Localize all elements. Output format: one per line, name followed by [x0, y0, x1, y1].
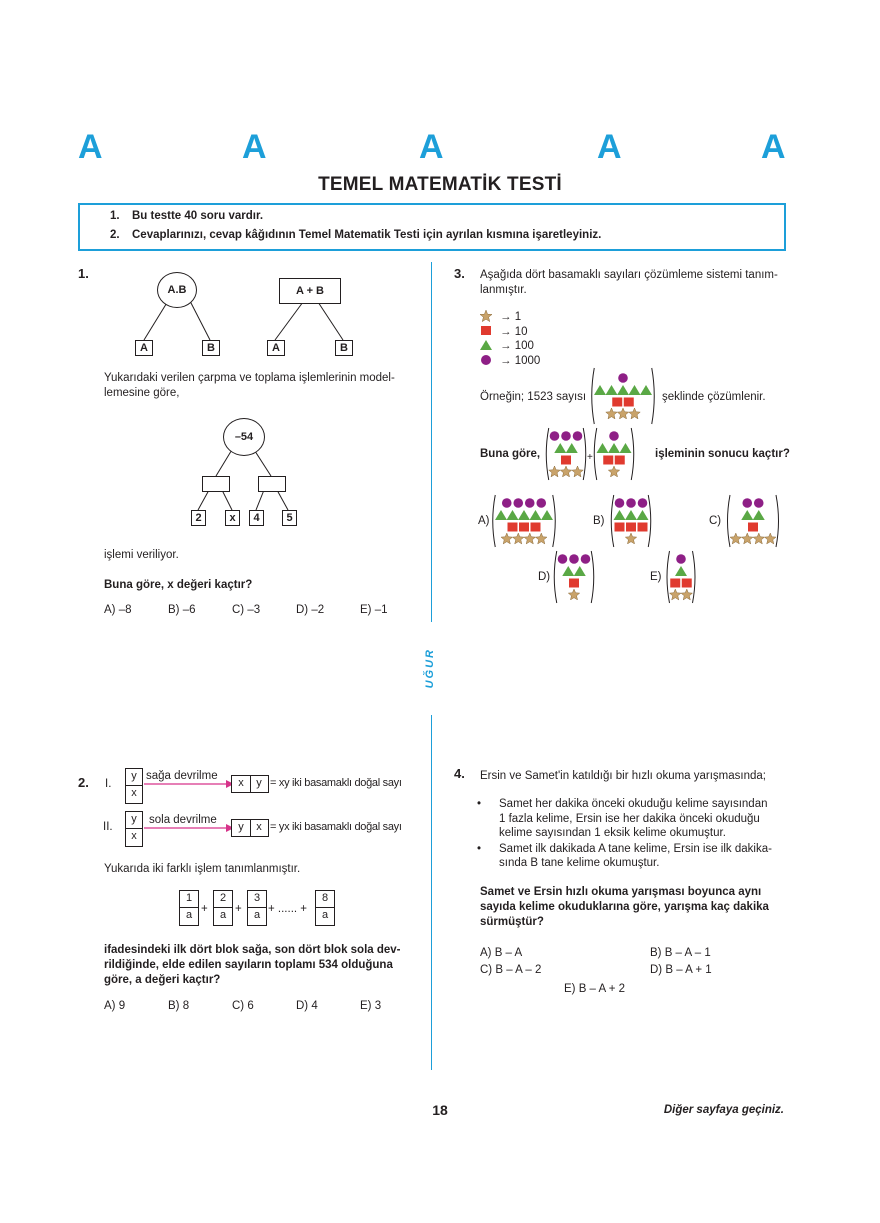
circle-icon — [513, 498, 523, 508]
triangle-icon — [495, 510, 507, 520]
q4-bullets — [474, 797, 794, 872]
q2-dots: + ...... + — [268, 903, 307, 915]
page-title: TEMEL MATEMATİK TESTİ — [318, 174, 562, 195]
square-icon — [626, 523, 636, 532]
right-bracket — [631, 428, 634, 480]
q2-row2-arrow-icon — [144, 822, 244, 834]
star-icon — [742, 533, 754, 544]
q1-number: 1. — [78, 266, 89, 281]
q2-row2-arrow-label: sola devrilme — [149, 814, 217, 826]
q2-option-d[interactable]: D) 4 — [296, 1000, 318, 1012]
q4-number: 4. — [454, 766, 465, 781]
q1-tree3-leaf-1: 2 — [191, 510, 206, 526]
q4-bullet-1-line-3: kelime sayısından 1 eksik kelime okumuştur. — [499, 827, 726, 839]
left-bracket — [546, 428, 549, 480]
q4-bullet-2 — [474, 842, 794, 871]
square-icon — [682, 579, 692, 588]
circle-icon — [638, 498, 648, 508]
circle-icon — [626, 498, 636, 508]
q3-number: 3. — [454, 266, 465, 281]
q2-sum-block-2 — [213, 890, 233, 926]
side-label: UĞUR — [424, 648, 436, 689]
star-icon — [730, 533, 742, 544]
q2-row1-roman: I. — [105, 778, 112, 790]
header-letter-a-3: A — [419, 128, 444, 166]
q3-example-pre: Örneğin; 1523 sayısı — [480, 391, 587, 403]
q2-row2-roman: II. — [103, 821, 113, 833]
square-icon — [748, 523, 758, 532]
square-icon — [612, 398, 622, 407]
q3-legend-1: → 1 — [500, 311, 522, 323]
right-bracket — [648, 495, 651, 547]
q1-option-c[interactable]: C) –3 — [232, 604, 261, 616]
q1-tree3-leaf-4: 5 — [282, 510, 297, 526]
q2-row2-result-2: x — [256, 821, 262, 833]
star-icon — [568, 589, 579, 600]
q2-plus-1: + — [201, 903, 208, 915]
triangle-icon — [753, 510, 765, 520]
square-icon — [561, 456, 571, 465]
triangle-icon — [741, 510, 753, 520]
q1-tree3-leaf-3: 4 — [249, 510, 264, 526]
right-bracket — [776, 495, 779, 547]
q3-option-b-label[interactable]: B) — [593, 515, 605, 527]
q3-option-c-label[interactable]: C) — [709, 515, 722, 527]
q2-row1-desc: = xy iki basamaklı doğal sayı — [270, 777, 402, 789]
q2-row1-block-top: y — [126, 769, 142, 786]
q1-tree2-right: B — [335, 340, 353, 356]
q2-sum-block-3-top: 3 — [248, 891, 266, 908]
circle-icon — [561, 431, 571, 441]
q2-sum-block-2-bottom: a — [219, 909, 227, 921]
q3-question-post: işleminin sonucu kaçtır? — [655, 448, 790, 460]
q2-question-2: rildiğinde, elde edilen sayıların toplamı 534 olduğuna — [104, 959, 393, 971]
q1-text-1: Yukarıdaki verilen çarpma ve toplama işlemlerinin model- — [104, 372, 395, 384]
next-page-note: Diğer sayfaya geçiniz. — [663, 1104, 784, 1116]
square-icon — [531, 523, 541, 532]
q2-sum-block-4-top: 8 — [316, 891, 334, 908]
triangle-icon — [614, 510, 626, 520]
q2-option-e[interactable]: E) 3 — [360, 1000, 382, 1012]
q3-legend-3: → 100 — [500, 340, 534, 352]
circle-icon — [609, 431, 619, 441]
q2-row1-block-bottom: x — [131, 787, 137, 799]
q4-option-e[interactable]: E) B – A + 2 — [564, 983, 626, 995]
q4-question-2: sayıda kelime okuduklarına göre, yarışma kaç dakika — [480, 901, 769, 913]
circle-icon — [550, 431, 560, 441]
q2-question-3: göre, a değeri kaçtır? — [104, 974, 221, 986]
instruction-2-text: Cevaplarınızı, cevap kâğıdının Temel Matematik Testi için ayrılan kısmına işaretleyiniz. — [132, 229, 602, 241]
q1-option-b[interactable]: B) –6 — [168, 604, 196, 616]
q3-example-post: şeklinde çözümlenir. — [662, 391, 766, 403]
q3-intro-2: lanmıştır. — [480, 284, 527, 296]
q2-sum-block-3 — [247, 890, 267, 926]
header-letter-a-5: A — [761, 128, 786, 166]
triangle-icon — [518, 510, 530, 520]
q2-sum-block-1 — [179, 890, 199, 926]
star-icon — [681, 589, 693, 600]
star-icon — [617, 408, 628, 419]
q1-tree1-right: B — [202, 340, 220, 356]
square-icon — [638, 523, 648, 532]
q2-text-1: Yukarıda iki farklı işlem tanımlanmıştır. — [104, 863, 301, 875]
q2-row2-block-bottom: x — [131, 830, 137, 842]
circle-icon — [502, 498, 512, 508]
q2-row1-arrow-icon — [144, 778, 244, 790]
q4-option-c[interactable]: C) B – A – 2 — [480, 964, 542, 976]
left-bracket — [667, 551, 670, 603]
circle-icon — [676, 554, 686, 564]
q1-option-d[interactable]: D) –2 — [296, 604, 325, 616]
left-bracket — [592, 368, 595, 424]
q1-tree2-root: A + B — [279, 278, 341, 304]
q4-bullet-2-line-1: • Samet ilk dakikada A tane kelime, Ersin ise ilk dakika- — [499, 842, 772, 855]
star-icon — [625, 533, 636, 544]
star-icon — [560, 466, 571, 477]
star-icon — [608, 466, 619, 477]
star-icon — [549, 466, 560, 477]
q3-option-e-label[interactable]: E) — [650, 571, 662, 583]
q2-sum-block-1-bottom: a — [185, 909, 193, 921]
triangle-icon — [629, 385, 641, 395]
q2-row1-result — [231, 775, 269, 793]
q4-intro: Ersin ve Samet'in katıldığı bir hızlı okuma yarışmasında; — [480, 770, 766, 782]
q2-number: 2. — [78, 775, 89, 790]
triangle-icon — [597, 443, 609, 453]
circle-icon — [525, 498, 535, 508]
q4-option-b[interactable]: B) B – A – 1 — [650, 947, 711, 959]
star-icon — [753, 533, 765, 544]
triangle-icon — [566, 443, 578, 453]
q3-option-a-label[interactable]: A) — [478, 515, 490, 527]
q2-sum-block-4 — [315, 890, 335, 926]
q1-tree2-left: A — [267, 340, 285, 356]
q3-plus-sign: + — [587, 452, 593, 463]
right-bracket — [591, 551, 594, 603]
q1-tree3-leaf-2: x — [225, 510, 240, 526]
q2-row2-desc: = yx iki basamaklı doğal sayı — [270, 821, 402, 833]
instruction-1-num: 1. — [110, 210, 120, 222]
triangle-icon — [617, 385, 629, 395]
star-icon — [572, 466, 583, 477]
triangle-icon — [675, 566, 687, 576]
q2-sum-block-1-top: 1 — [180, 891, 198, 908]
star-icon — [513, 533, 525, 544]
left-bracket — [554, 551, 557, 603]
star-icon — [765, 533, 777, 544]
q1-tree1-root: A.B — [157, 272, 197, 308]
circle-icon — [573, 431, 583, 441]
page-number: 18 — [432, 1102, 448, 1118]
q4-question-1: Samet ve Ersin hızlı okuma yarışması boyunca aynı — [480, 886, 762, 898]
triangle-icon — [594, 385, 606, 395]
triangle-icon — [637, 510, 649, 520]
circle-icon — [558, 554, 568, 564]
square-icon — [670, 579, 680, 588]
q4-question-3: sürmüştür? — [480, 916, 544, 928]
q2-plus-2: + — [235, 903, 242, 915]
header-letter-a-1: A — [78, 128, 103, 166]
q3-question-pre: Buna göre, — [480, 448, 541, 460]
circle-icon — [581, 554, 591, 564]
square-icon — [615, 523, 625, 532]
q2-row1-result-1: x — [232, 776, 251, 792]
q3-legend-4: → 1000 — [500, 355, 541, 367]
q2-row1-block — [125, 768, 143, 804]
star-icon — [606, 408, 617, 419]
square-icon — [519, 523, 529, 532]
triangle-icon — [507, 510, 519, 520]
header-letter-a-2: A — [242, 128, 267, 166]
triangle-icon — [574, 566, 586, 576]
q1-option-a[interactable]: A) –8 — [104, 604, 132, 616]
q4-bullet-1 — [474, 797, 794, 841]
q3-option-d-label[interactable]: D) — [538, 571, 551, 583]
circle-icon — [754, 498, 764, 508]
instruction-2-num: 2. — [110, 229, 120, 241]
q2-option-b[interactable]: B) 8 — [168, 1000, 190, 1012]
square-icon — [508, 523, 518, 532]
q4-bullet-1-line-2: 1 fazla kelime, Ersin ise her dakika önceki okuduğu — [499, 812, 760, 825]
q2-row1-result-2: y — [256, 777, 262, 789]
circle-icon — [536, 498, 546, 508]
q1-question: Buna göre, x değeri kaçtır? — [104, 579, 253, 591]
q4-option-a[interactable]: A) B – A — [480, 947, 523, 959]
q4-bullet-1-line-1: • Samet her dakika önceki okuduğu kelime sayısından — [499, 798, 768, 810]
circle-icon — [615, 498, 625, 508]
left-bracket — [728, 495, 731, 547]
right-bracket — [693, 551, 696, 603]
q1-tree3-root: –54 — [223, 418, 265, 456]
q2-option-a[interactable]: A) 9 — [104, 1000, 126, 1012]
header-letter-a-4: A — [597, 128, 622, 166]
q3-intro-1: Aşağıda dört basamaklı sayıları çözümleme sistemi tanım- — [480, 269, 778, 281]
star-icon — [629, 408, 640, 419]
triangle-icon — [625, 510, 637, 520]
circle-icon — [618, 373, 628, 383]
q2-question-1: ifadesindeki ilk dört blok sağa, son dört blok sola dev- — [104, 944, 401, 956]
q1-text-3: işlemi veriliyor. — [104, 549, 179, 561]
triangle-icon — [530, 510, 542, 520]
q1-option-e[interactable]: E) –1 — [360, 604, 388, 616]
square-icon — [624, 398, 634, 407]
star-icon — [536, 533, 548, 544]
right-bracket — [583, 428, 586, 480]
left-bracket — [493, 495, 496, 547]
square-icon — [615, 456, 625, 465]
q3-legend-2: → 10 — [500, 326, 528, 338]
triangle-icon — [640, 385, 652, 395]
circle-icon — [742, 498, 752, 508]
square-icon — [569, 579, 579, 588]
triangle-icon — [606, 385, 618, 395]
triangle-icon — [541, 510, 553, 520]
star-icon — [501, 533, 513, 544]
q2-row2-result-1: y — [232, 820, 251, 836]
q2-row2-block-top: y — [126, 812, 142, 829]
right-bracket — [652, 368, 655, 424]
star-icon — [670, 589, 682, 600]
circle-icon — [569, 554, 579, 564]
left-bracket — [594, 428, 597, 480]
square-icon — [603, 456, 613, 465]
q4-option-d[interactable]: D) B – A + 1 — [650, 964, 712, 976]
star-icon — [524, 533, 536, 544]
q1-text-2: lemesine göre, — [104, 387, 180, 399]
q2-row1-arrow-label: sağa devrilme — [146, 770, 218, 782]
q2-sum-block-4-bottom: a — [321, 909, 329, 921]
instruction-1-text: Bu testte 40 soru vardır. — [132, 210, 264, 222]
q2-sum-block-3-bottom: a — [253, 909, 261, 921]
left-bracket — [611, 495, 614, 547]
triangle-icon — [554, 443, 566, 453]
q2-option-c[interactable]: C) 6 — [232, 1000, 254, 1012]
q4-bullet-2-line-2: sında B tane kelime okumuştur. — [499, 857, 660, 869]
column-divider-bottom — [431, 715, 432, 1070]
q2-row2-block — [125, 811, 143, 847]
q2-row2-result — [231, 819, 269, 837]
triangle-icon — [620, 443, 632, 453]
q2-sum-block-2-top: 2 — [214, 891, 232, 908]
triangle-icon — [608, 443, 620, 453]
right-bracket — [553, 495, 556, 547]
q1-tree1-left: A — [135, 340, 153, 356]
triangle-icon — [562, 566, 574, 576]
